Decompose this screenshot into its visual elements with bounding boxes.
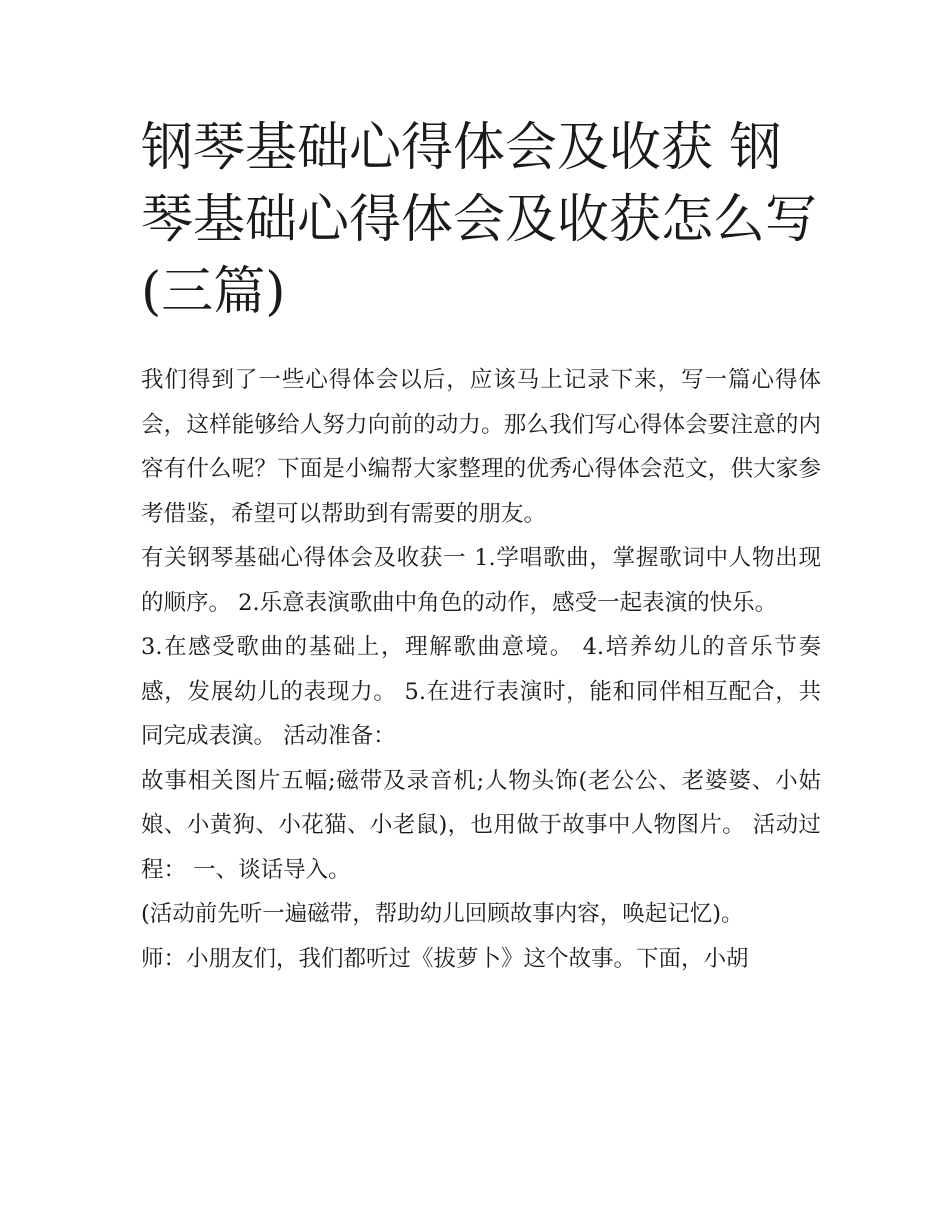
document-title: 钢琴基础心得体会及收获 钢琴基础心得体会及收获怎么写(三篇): [141, 118, 818, 322]
paragraph-goals-2: 3.在感受歌曲的基础上，理解歌曲意境。 4.培养幼儿的音乐节奏感，发展幼儿的表现力。 5.在进行表演时，能和同伴相互配合，共同完成表演。 活动准备：: [141, 634, 821, 749]
paragraph-intro: 我们得到了一些心得体会以后，应该马上记录下来，写一篇心得体会，这样能够给人努力向前的动力。那么我们写心得体会要注意的内容有什么呢？下面是小编帮大家整理的优秀心得体会范文，供大家参考借鉴，希望可以帮助到有需要的朋友。: [141, 367, 821, 527]
paragraph-teacher: 师：小朋友们，我们都听过《拔萝卜》这个故事。下面，小胡: [141, 945, 749, 972]
paragraph-materials: 故事相关图片五幅;磁带及录音机;人物头饰(老公公、老婆婆、小姑娘、小黄狗、小花猫、小老鼠)，也用做于故事中人物图片。 活动过程： 一、谈话导入。: [141, 767, 821, 883]
paragraph-goals-1: 有关钢琴基础心得体会及收获一 1.学唱歌曲，掌握歌词中人物出现的顺序。 2.乐意表演歌曲中角色的动作，感受一起表演的快乐。: [141, 545, 821, 616]
document-body: [141, 358, 821, 981]
paragraph-process: (活动前先听一遍磁带，帮助幼儿回顾故事内容，唤起记忆)。: [141, 901, 744, 927]
